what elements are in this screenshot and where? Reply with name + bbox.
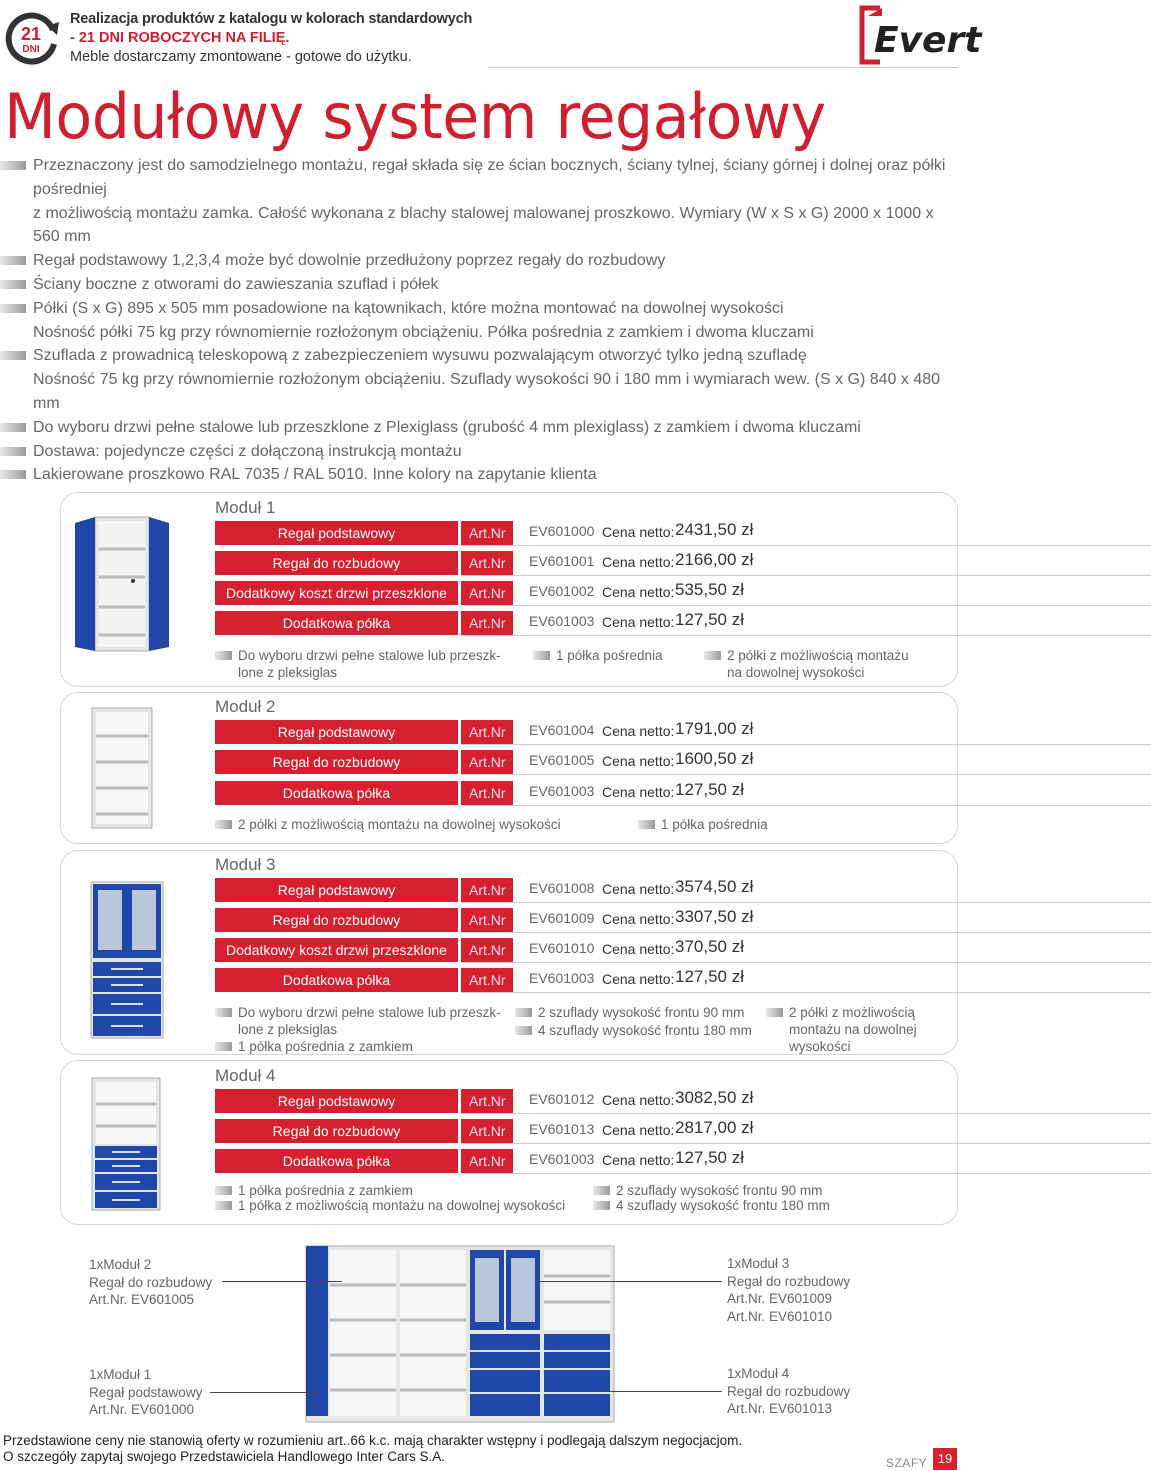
price-row (215, 1119, 765, 1143)
product-code: EV601003 (529, 783, 595, 799)
header-line-3: Meble dostarczamy zmontowane - gotowe do użytku. (70, 49, 412, 65)
module-note: 1 półka z możliwością montażu na dowolnej wysokości (215, 1197, 565, 1214)
art-nr-label: Art.Nr (461, 611, 513, 635)
product-name: Dodatkowa półka (215, 611, 458, 635)
intro-bullets (0, 154, 960, 487)
intro-line: Półki (S x G) 895 x 505 mm posadowione na kątownikach, które można montować na dowolnej wysokości (0, 297, 960, 321)
bullet-marker-icon (593, 1186, 610, 1195)
21-days-badge (3, 8, 61, 66)
bullet-marker-icon (0, 351, 26, 360)
product-code: EV601000 (529, 523, 595, 539)
module-note: 1 półka pośrednia z zamkiem (215, 1182, 413, 1199)
bullet-marker-icon (0, 256, 26, 265)
price-row (215, 781, 765, 805)
price-row (215, 968, 765, 992)
product-name: Regał podstawowy (215, 1089, 458, 1113)
price-label: Cena netto: (602, 584, 675, 600)
price-value: 2166,00 zł (675, 550, 754, 569)
callout-line-module-4 (600, 1391, 722, 1392)
bullet-marker-icon (638, 820, 655, 829)
price-label: Cena netto: (602, 753, 675, 769)
art-nr-label: Art.Nr (461, 781, 513, 805)
price-label: Cena netto: (602, 971, 675, 987)
row-divider (461, 1143, 1151, 1144)
price-row (215, 551, 765, 575)
header-line-2: - 21 DNI ROBOCZYCH NA FILIĘ. (70, 30, 290, 46)
callout-line-module-3 (540, 1281, 722, 1282)
intro-line: Dostawa: pojedyncze części z dołączoną instrukcją montażu (0, 440, 960, 464)
product-code: EV601002 (529, 583, 595, 599)
product-name: Dodatkowy koszt drzwi przeszklone (215, 938, 458, 962)
bullet-marker-icon (215, 1042, 232, 1051)
art-nr-label: Art.Nr (461, 521, 513, 545)
bullet-marker-icon (0, 470, 26, 479)
product-code: EV601012 (529, 1091, 595, 1107)
page-title: Modułowy system regałowy (4, 80, 826, 153)
bullet-marker-icon (704, 651, 721, 660)
evert-logo (860, 6, 982, 66)
bullet-marker-icon (215, 1186, 232, 1195)
product-name: Regał do rozbudowy (215, 908, 458, 932)
price-label: Cena netto: (602, 941, 675, 957)
bullet-marker-icon (0, 304, 26, 313)
product-code: EV601005 (529, 752, 595, 768)
row-divider (461, 962, 1151, 963)
module-2-title: Moduł 2 (215, 697, 276, 716)
module-note: 1 półka pośrednia z zamkiem (215, 1038, 413, 1055)
module-note: 2 szuflady wysokość frontu 90 mm (593, 1182, 822, 1199)
price-row (215, 908, 765, 932)
module-note: Do wyboru drzwi pełne stalowe lub przeszk- lone z pleksiglas (215, 647, 501, 681)
product-name: Regał podstawowy (215, 521, 458, 545)
footer-category: SZAFY (886, 1456, 928, 1470)
price-row (215, 720, 765, 744)
logo-wordmark: Evert (874, 20, 982, 61)
row-divider (461, 805, 1151, 806)
combined-system-image (300, 1240, 620, 1435)
badge-number: 21 (20, 24, 42, 44)
footer-line-2: O szczegóły zapytaj swojego Przedstawiciela Handlowego Inter Cars S.A. (3, 1449, 445, 1464)
row-divider (461, 1113, 1151, 1114)
price-value: 127,50 zł (675, 967, 744, 986)
price-value: 127,50 zł (675, 610, 744, 629)
bullet-marker-icon (0, 423, 26, 432)
intro-line: Ściany boczne z otworami do zawieszania szuflad i półek (0, 273, 960, 297)
price-value: 2431,50 zł (675, 520, 754, 539)
module-4-cabinet-image (90, 1076, 162, 1217)
bullet-marker-icon (0, 161, 26, 170)
art-nr-label: Art.Nr (461, 581, 513, 605)
bullet-marker-icon (215, 1201, 232, 1210)
price-value: 127,50 zł (675, 780, 744, 799)
module-note: 1 półka pośrednia (638, 816, 768, 833)
product-name: Regał podstawowy (215, 878, 458, 902)
module-note: 2 półki z możliwością montażu na dowolnej wysokości (704, 647, 909, 681)
module-3-cabinet-image (87, 880, 167, 1045)
price-value: 127,50 zł (675, 1148, 744, 1167)
price-row (215, 1149, 765, 1173)
price-row (215, 1089, 765, 1113)
product-name: Dodatkowa półka (215, 968, 458, 992)
art-nr-label: Art.Nr (461, 878, 513, 902)
price-label: Cena netto: (602, 554, 675, 570)
clock-arrow-icon (3, 8, 61, 66)
product-code: EV601010 (529, 940, 595, 956)
row-divider (461, 575, 1151, 576)
art-nr-label: Art.Nr (461, 720, 513, 744)
product-name: Dodatkowy koszt drzwi przeszklone (215, 581, 458, 605)
callout-module-1: 1xModuł 1 Regał podstawowy Art.Nr. EV601000 (89, 1367, 203, 1417)
product-name: Regał do rozbudowy (215, 1119, 458, 1143)
product-code: EV601003 (529, 1151, 595, 1167)
art-nr-label: Art.Nr (461, 1089, 513, 1113)
row-divider (461, 744, 1151, 745)
row-divider (461, 774, 1151, 775)
product-name: Regał do rozbudowy (215, 750, 458, 774)
bullet-marker-icon (515, 1026, 532, 1035)
bullet-marker-icon (215, 820, 232, 829)
bullet-marker-icon (533, 651, 550, 660)
intro-line: Lakierowane proszkowo RAL 7035 / RAL 5010. Inne kolory na zapytanie klienta (0, 463, 960, 487)
bullet-marker-icon (0, 447, 26, 456)
product-name: Dodatkowa półka (215, 781, 458, 805)
row-divider (461, 605, 1151, 606)
product-name: Dodatkowa półka (215, 1149, 458, 1173)
header-text (70, 10, 472, 67)
price-value: 2817,00 zł (675, 1118, 754, 1137)
product-code: EV601003 (529, 970, 595, 986)
product-name: Regał podstawowy (215, 720, 458, 744)
price-row (215, 878, 765, 902)
price-label: Cena netto: (602, 1152, 675, 1168)
intro-line: Regał podstawowy 1,2,3,4 może być dowolnie przedłużony poprzez regały do rozbudowy (0, 249, 960, 273)
price-row (215, 611, 765, 635)
header-line-1: Realizacja produktów z katalogu w kolorach standardowych (70, 11, 473, 27)
art-nr-label: Art.Nr (461, 968, 513, 992)
module-3-title: Moduł 3 (215, 855, 276, 874)
price-row (215, 521, 765, 545)
callout-module-4: 1xModuł 4 Regał do rozbudowy Art.Nr. EV601013 (727, 1366, 851, 1416)
bullet-marker-icon (215, 651, 232, 660)
price-row (215, 938, 765, 962)
row-divider (461, 545, 1151, 546)
price-label: Cena netto: (602, 524, 675, 540)
module-1-title: Moduł 1 (215, 498, 276, 517)
module-4-title: Moduł 4 (215, 1066, 276, 1085)
price-value: 3082,50 zł (675, 1088, 754, 1107)
row-divider (461, 635, 1151, 636)
row-divider (461, 932, 1151, 933)
module-note: 2 szuflady wysokość frontu 90 mm (515, 1004, 744, 1021)
intro-line: Nośność 75 kg przy równomiernie rozłożonym obciążeniu. Szuflady wysokości 90 i 180 mm i wymiarach wew. (S x G) 840 x 480 mm (33, 371, 941, 412)
product-code: EV601013 (529, 1121, 595, 1137)
price-label: Cena netto: (602, 723, 675, 739)
footer-line-1: Przedstawione ceny nie stanowią oferty w rozumieniu art..66 k.c. mają charakter wstępny i podlegają dalszym negocjacjom. (3, 1433, 743, 1448)
module-note: 4 szuflady wysokość frontu 180 mm (593, 1197, 830, 1214)
art-nr-label: Art.Nr (461, 750, 513, 774)
callout-module-2: 1xModuł 2 Regał do rozbudowy Art.Nr. EV601005 (89, 1257, 213, 1307)
art-nr-label: Art.Nr (461, 908, 513, 932)
callout-line-module-2 (222, 1281, 342, 1282)
price-value: 3307,50 zł (675, 907, 754, 926)
page-number: 19 (933, 1448, 957, 1470)
row-divider (461, 1173, 1151, 1174)
product-code: EV601008 (529, 880, 595, 896)
art-nr-label: Art.Nr (461, 1119, 513, 1143)
bullet-marker-icon (766, 1008, 783, 1017)
row-divider (461, 902, 1151, 903)
price-row (215, 581, 765, 605)
module-note: 1 półka pośrednia (533, 647, 663, 664)
price-value: 1600,50 zł (675, 749, 754, 768)
price-value: 370,50 zł (675, 937, 744, 956)
module-note: Do wyboru drzwi pełne stalowe lub przeszk- lone z pleksiglas (215, 1004, 501, 1038)
bullet-marker-icon (215, 1008, 232, 1017)
intro-line: Nośność półki 75 kg przy równomiernie rozłożonym obciążeniu. Półka pośrednia z zamkiem i dwoma kluczami (33, 323, 814, 341)
module-note: 4 szuflady wysokość frontu 180 mm (515, 1022, 752, 1039)
product-code: EV601009 (529, 910, 595, 926)
art-nr-label: Art.Nr (461, 938, 513, 962)
bullet-marker-icon (593, 1201, 610, 1210)
product-code: EV601001 (529, 553, 595, 569)
row-divider (461, 992, 1151, 993)
price-label: Cena netto: (602, 614, 675, 630)
product-name: Regał do rozbudowy (215, 551, 458, 575)
price-label: Cena netto: (602, 911, 675, 927)
module-1-cabinet-image (73, 515, 171, 660)
bullet-marker-icon (0, 280, 26, 289)
price-value: 1791,00 zł (675, 719, 754, 738)
price-label: Cena netto: (602, 784, 675, 800)
art-nr-label: Art.Nr (461, 1149, 513, 1173)
callout-line-module-1 (210, 1392, 320, 1393)
art-nr-label: Art.Nr (461, 551, 513, 575)
module-2-cabinet-image (90, 706, 154, 835)
badge-unit: DNI (22, 44, 40, 55)
price-value: 535,50 zł (675, 580, 744, 599)
price-label: Cena netto: (602, 1092, 675, 1108)
price-row (215, 750, 765, 774)
module-note: 2 półki z możliwością montażu na dowolnej wysokości (215, 816, 561, 833)
intro-line: Przeznaczony jest do samodzielnego montażu, regał składa się ze ścian bocznych, ściany tylnej, ściany górnej i dolnej oraz półki pośredniej (0, 154, 960, 202)
module-note: 2 półki z możliwością montażu na dowolnej wysokości (766, 1004, 917, 1055)
price-label: Cena netto: (602, 1122, 675, 1138)
intro-line: Do wyboru drzwi pełne stalowe lub przeszklone z Plexiglass (grubość 4 mm plexiglass) z zamkiem i dwoma kluczami (0, 416, 960, 440)
product-code: EV601004 (529, 722, 595, 738)
price-value: 3574,50 zł (675, 877, 754, 896)
intro-line: Szuflada z prowadnicą teleskopową z zabezpieczeniem wysuwu pozwalającym otworzyć tylko jedną szufladę (0, 344, 960, 368)
footer-disclaimer (3, 1433, 742, 1465)
intro-line: z możliwością montażu zamka. Całość wykonana z blachy stalowej malowanej proszkowo. Wymiary (W x S x G) 2000 x 1000 x 560 mm (33, 204, 934, 246)
header-divider (488, 67, 958, 68)
product-code: EV601003 (529, 613, 595, 629)
callout-module-3: 1xModuł 3 Regał do rozbudowy Art.Nr. EV601009 Art.Nr. EV601010 (727, 1256, 851, 1324)
bullet-marker-icon (515, 1008, 532, 1017)
price-label: Cena netto: (602, 881, 675, 897)
